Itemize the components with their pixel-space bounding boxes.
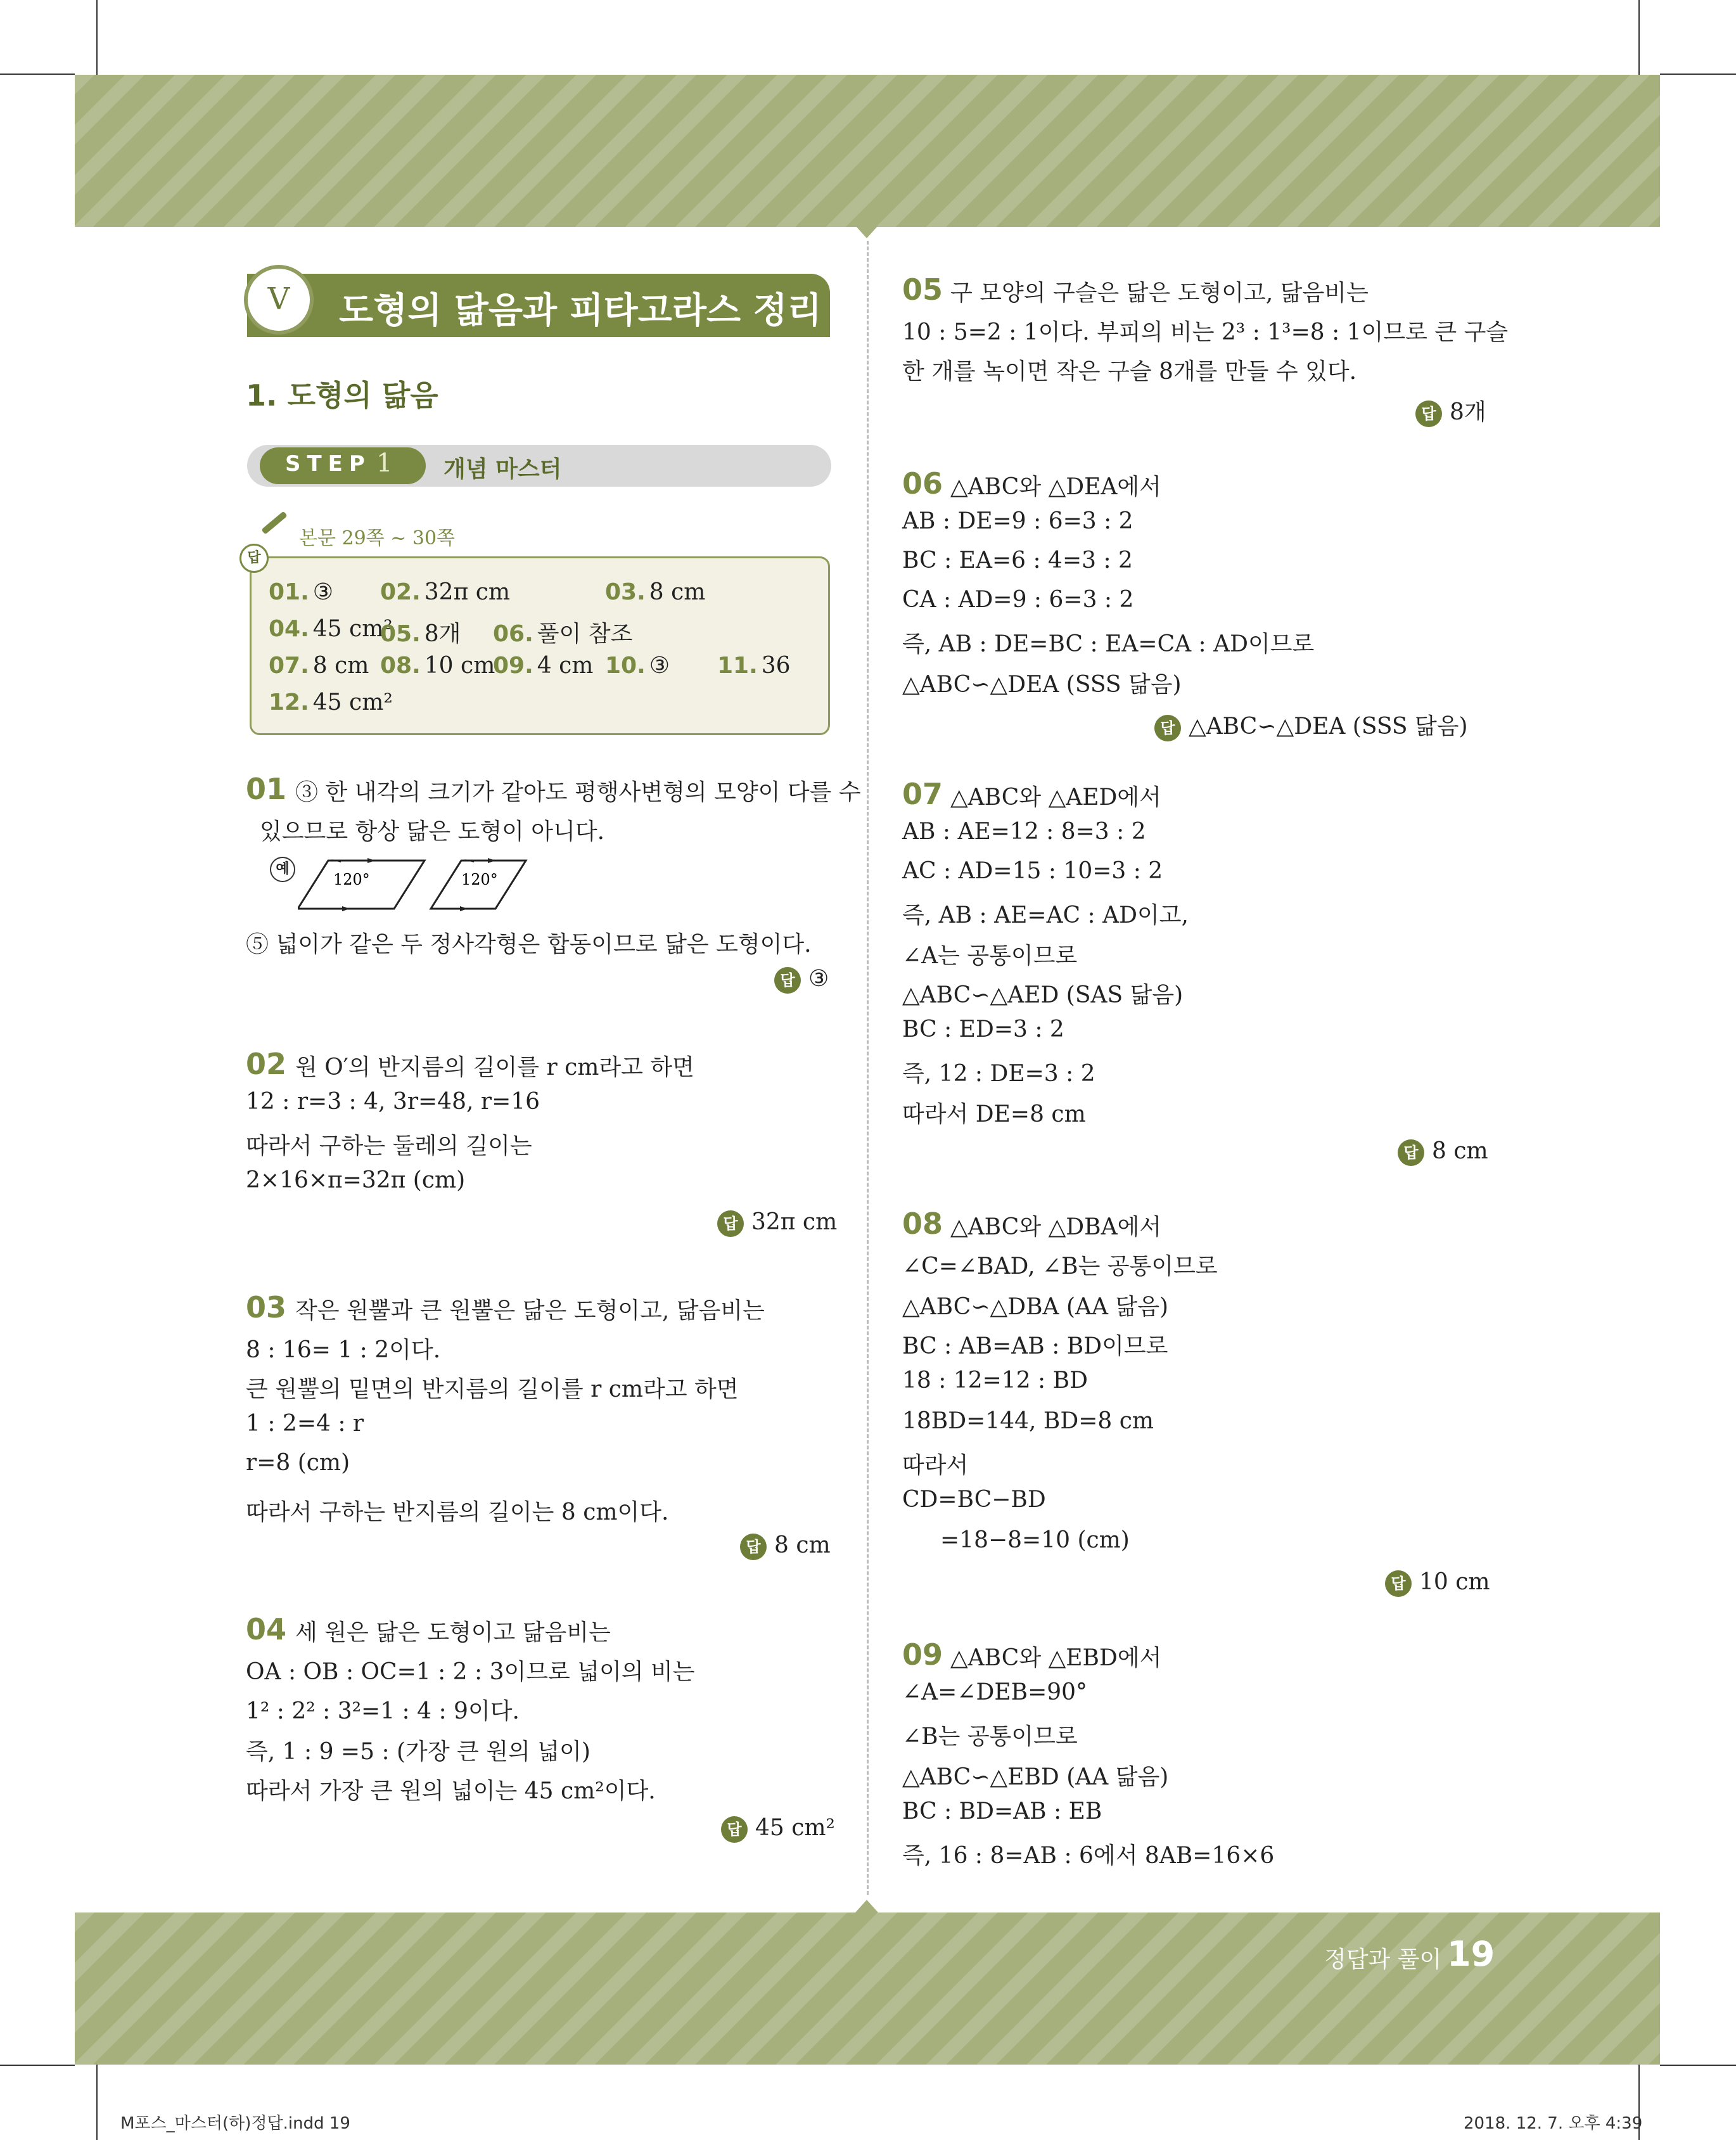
solution-line: 12 : r=3 : 4, 3r=48, r=16 [246,1089,540,1115]
solution-line: AC : AD=15 : 10=3 : 2 [902,858,1163,884]
solution-line: △ABC∽△DBA (AA 닮음) [902,1294,1169,1320]
example-tag: 예 [270,857,295,882]
answer-item: 09. 4 cm [493,653,594,679]
answer-line: 답 10 cm [1385,1569,1490,1597]
solution-line: BC : ED=3 : 2 [902,1016,1064,1042]
step-label: STEP [285,451,371,477]
answer-item: 06. 풀이 참조 [493,621,633,647]
answer-line: 답 45 cm² [721,1815,835,1843]
solution-line: 작은 원뿔과 큰 원뿔은 닮은 도형이고, 닮음비는 [295,1298,765,1324]
solution-line: △ABC와 △AED에서 [950,785,1161,811]
angle-label: 120° [461,871,498,888]
section-title: 1. 도형의 닮음 [246,378,438,413]
answer-line: 답 8개 [1415,394,1486,427]
solution-line: r=8 (cm) [246,1450,350,1476]
solution-line: 8 : 16= 1 : 2이다. [246,1337,441,1363]
answer-tag-icon: 답 [239,544,269,573]
answer-item: 11. 36 [717,653,791,679]
reference-pages: 본문 29쪽 ~ 30쪽 [299,527,456,549]
solution-line: OA : OB : OC=1 : 2 : 3이므로 넓이의 비는 [246,1659,695,1685]
answer-icon: 답 [1398,1139,1424,1166]
crop-mark [1660,2065,1736,2066]
solution-line: 즉, 1 : 9 =5 : (가장 큰 원의 넓이) [246,1739,590,1765]
step-title: 개념 마스터 [444,456,562,482]
page-number: 19 [1447,1934,1495,1974]
answer-item: 02. 32π cm [380,579,510,605]
solution-line: CA : AD=9 : 6=3 : 2 [902,587,1134,613]
solution-line: CD=BC−BD [902,1487,1046,1513]
solution-line: 즉, AB : DE=BC : EA=CA : AD이므로 [902,631,1315,657]
question-number: 05 [902,272,943,307]
solution-line: △ABC∽△AED (SAS 닮음) [902,982,1184,1008]
solution-line: 따라서 구하는 반지름의 길이는 8 cm이다. [246,1499,669,1525]
column-divider [867,241,869,1895]
footer-label: 정답과 풀이 [1324,1947,1442,1973]
solution-line: BC : AB=AB : BD이므로 [902,1333,1168,1359]
answer-icon: 답 [774,967,801,994]
answer-line: 답 △ABC∽△DEA (SSS 닮음) [1154,708,1468,741]
answer-item: 04. 45 cm² [269,616,393,642]
print-slug-date: 2018. 12. 7. 오후 4:39 [1464,2114,1643,2133]
answer-item: 12. 45 cm² [269,689,393,715]
question-number: 04 [246,1612,287,1646]
solution-line: ∠A=∠DEB=90° [902,1679,1088,1705]
footer-band [75,1913,1660,2065]
answer-line: 답 32π cm [717,1209,837,1237]
solution-line: 한 개를 녹이면 작은 구슬 8개를 만들 수 있다. [902,359,1357,385]
answer-icon: 답 [721,1816,748,1843]
solution-line: BC : BD=AB : EB [902,1798,1102,1824]
crop-mark [0,74,75,75]
solution-line: 있으므로 항상 닮은 도형이 아니다. [260,819,605,845]
solution-line: 따라서 구하는 둘레의 길이는 [246,1133,532,1159]
solution-line: △ABC와 △DEA에서 [950,474,1161,500]
solution-line: ③ 한 내각의 크기가 같아도 평행사변형의 모양이 다를 수 [295,779,861,805]
answer-line: 답 ③ [774,966,829,994]
solution-line: ∠B는 공통이므로 [902,1724,1078,1750]
solution-line: ⑤ 넓이가 같은 두 정사각형은 합동이므로 닮은 도형이다. [246,932,812,958]
answer-item: 07. 8 cm [269,653,369,679]
question-number: 01 [246,772,287,806]
answer-line: 답 8 cm [740,1532,831,1560]
solution-line: 1 : 2=4 : r [246,1411,364,1437]
crop-mark [96,2065,98,2140]
header-notch [855,226,878,238]
question-number: 03 [246,1290,287,1324]
header-band [75,75,1660,227]
answer-icon: 답 [1415,400,1442,427]
crop-mark [1638,0,1640,75]
answer-item: 05. 8개 [380,621,461,647]
parallelogram-figure [298,855,532,913]
answer-icon: 답 [1385,1570,1412,1597]
crop-mark [0,2065,75,2066]
solution-line: 즉, 16 : 8=AB : 6에서 8AB=16×6 [902,1843,1275,1869]
answer-icon: 답 [717,1210,744,1237]
angle-label: 120° [333,871,370,888]
solution-line: 18 : 12=12 : BD [902,1368,1088,1394]
solution-line: 따라서 DE=8 cm [902,1101,1086,1127]
question-number: 06 [902,466,943,501]
chapter-title: 도형의 닮음과 피타고라스 정리 [339,290,822,331]
answer-item: 01. ③ [269,579,334,605]
solution-line: 큰 원뿔의 밑면의 반지름의 길이를 r cm라고 하면 [246,1376,739,1402]
solution-line: AB : AE=12 : 8=3 : 2 [902,819,1146,845]
solution-line: 10 : 5=2 : 1이다. 부피의 비는 2³ : 1³=8 : 1이므로 큰 구슬 [902,319,1509,345]
print-slug-file: M포스_마스터(하)정답.indd 19 [120,2114,350,2133]
solution-line: 구 모양의 구슬은 닮은 도형이고, 닮음비는 [950,280,1369,306]
answer-icon: 답 [1154,715,1181,741]
solution-line: 세 원은 닮은 도형이고 닮음비는 [295,1620,611,1646]
solution-line: 원 O′의 반지름의 길이를 r cm라고 하면 [295,1054,694,1080]
solution-line: ∠C=∠BAD, ∠B는 공통이므로 [902,1253,1218,1279]
answer-item: 03. 8 cm [605,579,706,605]
solution-line: 즉, AB : AE=AC : AD이고, [902,902,1189,928]
solution-line: 즉, 12 : DE=3 : 2 [902,1061,1095,1087]
crop-mark [96,0,98,75]
chapter-numeral: V [244,265,314,335]
solution-line: =18−8=10 (cm) [940,1527,1130,1553]
answer-item: 08. 10 cm [380,653,495,679]
crop-mark [1660,74,1736,75]
solution-line: 1² : 2² : 3²=1 : 4 : 9이다. [246,1698,520,1724]
pencil-icon [261,511,288,534]
question-number: 02 [246,1047,287,1081]
answer-item: 10. ③ [605,653,670,679]
step-number: 1 [376,449,393,478]
solution-line: BC : EA=6 : 4=3 : 2 [902,548,1133,573]
solution-line: △ABC∽△DEA (SSS 닮음) [902,672,1182,698]
solution-line: AB : DE=9 : 6=3 : 2 [902,508,1133,534]
solution-line: 따라서 가장 큰 원의 넓이는 45 cm²이다. [246,1778,656,1804]
solution-line: ∠A는 공통이므로 [902,943,1078,969]
answer-line: 답 8 cm [1398,1138,1488,1166]
answer-icon: 답 [740,1534,767,1560]
question-number: 09 [902,1637,943,1672]
footer-notch [855,1900,878,1913]
question-number: 07 [902,777,943,811]
solution-line: △ABC와 △EBD에서 [950,1645,1162,1671]
solution-line: △ABC∽△EBD (AA 닮음) [902,1764,1169,1790]
solution-line: 2×16×π=32π (cm) [246,1167,466,1193]
solution-line: △ABC와 △DBA에서 [950,1214,1162,1240]
solution-line: 18BD=144, BD=8 cm [902,1408,1154,1434]
question-number: 08 [902,1207,943,1241]
solution-line: 따라서 [902,1452,969,1478]
